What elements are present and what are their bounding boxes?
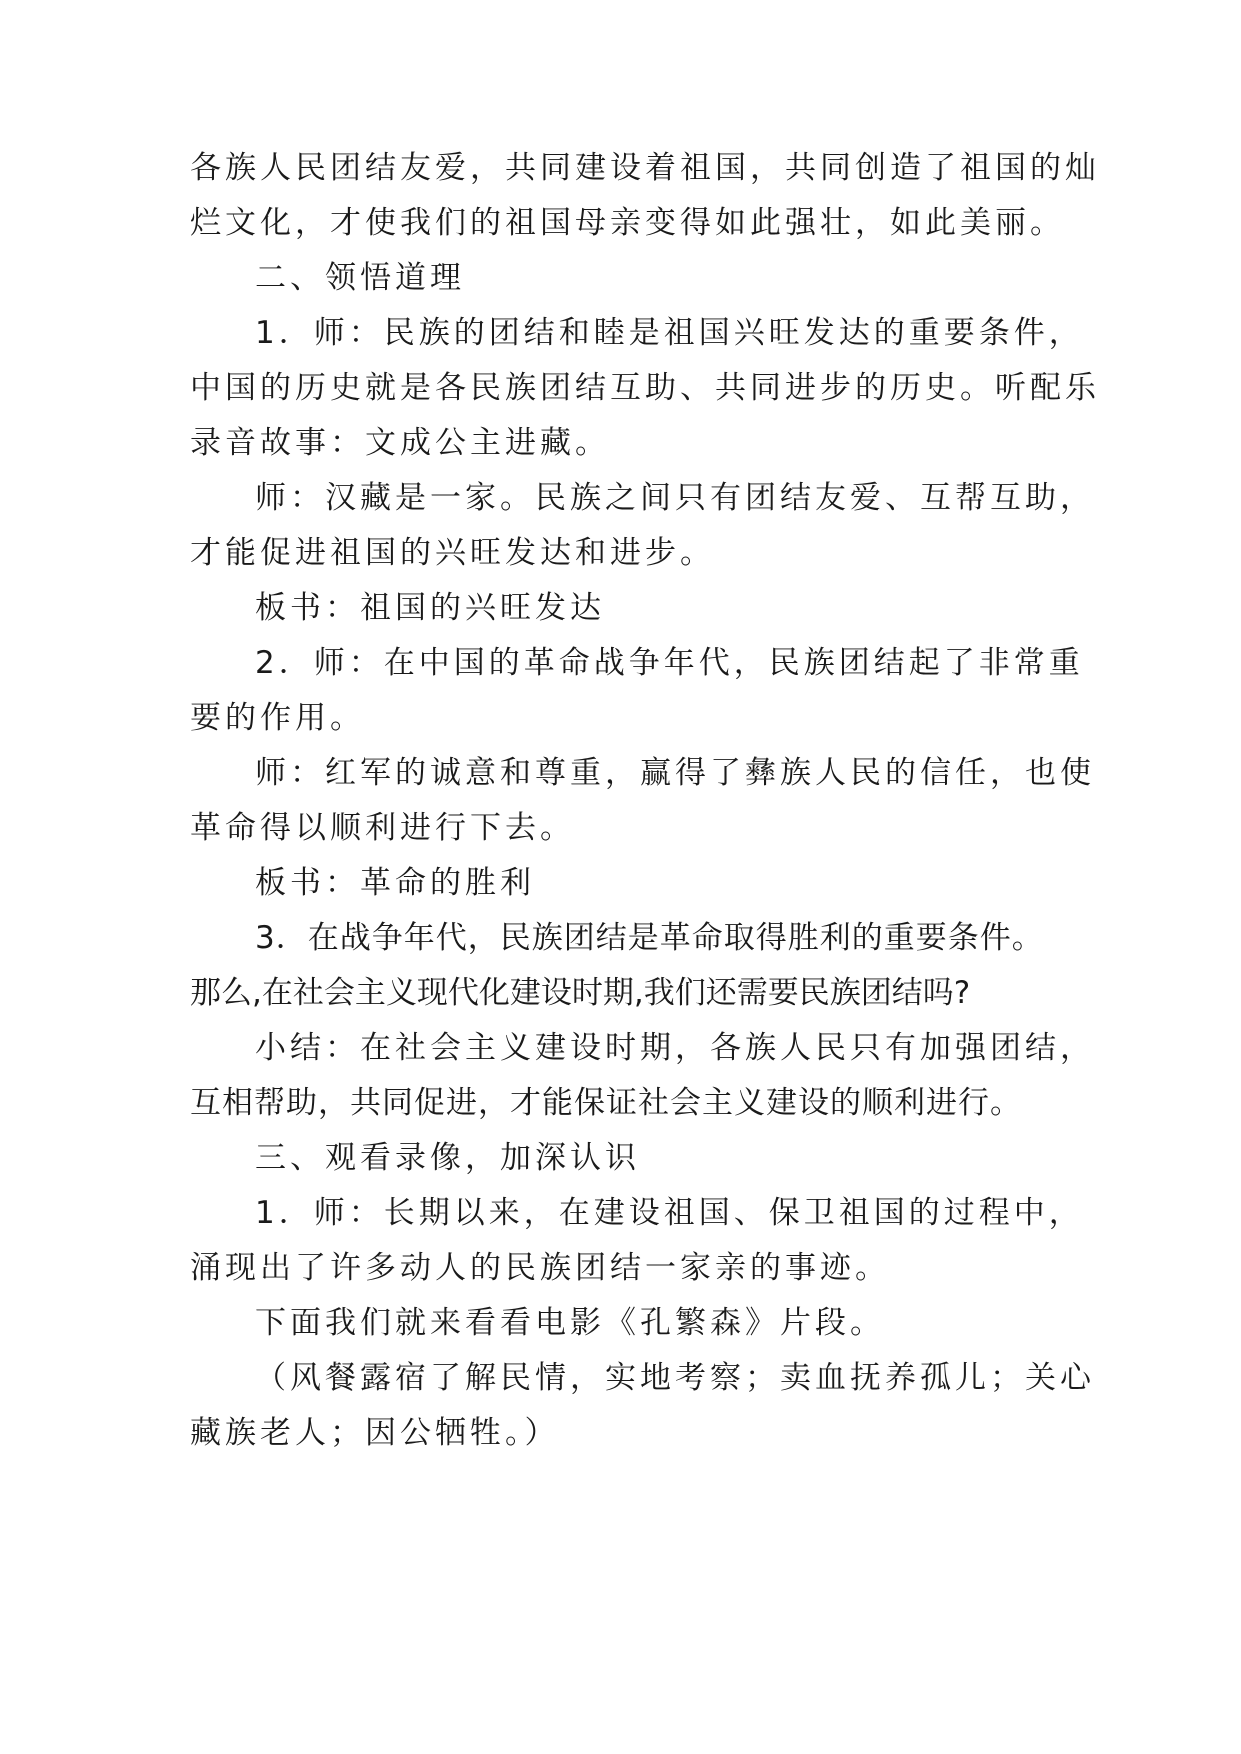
paragraph-line: 才能促进祖国的兴旺发达和进步。 xyxy=(190,535,715,571)
paragraph-line: 烂文化，才使我们的祖国母亲变得如此强壮，如此美丽。 xyxy=(190,205,1065,241)
paragraph-line: 那么,在社会主义现代化建设时期,我们还需要民族团结吗? xyxy=(190,975,971,1011)
paragraph-line: 藏族老人；因公牺牲。） xyxy=(190,1415,560,1451)
paragraph-line: 各族人民团结友爱，共同建设着祖国，共同创造了祖国的灿 xyxy=(190,150,1100,186)
section-heading: 二、领悟道理 xyxy=(255,260,465,296)
paragraph-line: 下面我们就来看看电影《孔繁森》片段。 xyxy=(255,1305,885,1341)
paragraph-line: 要的作用。 xyxy=(190,700,365,736)
paragraph-line: 师：红军的诚意和尊重，赢得了彝族人民的信任，也使 xyxy=(255,755,1095,791)
paragraph-line: 革命得以顺利进行下去。 xyxy=(190,810,575,846)
paragraph-line: （风餐露宿了解民情，实地考察；卖血抚养孤儿；关心 xyxy=(255,1360,1095,1396)
blackboard-note: 板书：祖国的兴旺发达 xyxy=(255,590,605,626)
paragraph-line: 1．师：民族的团结和睦是祖国兴旺发达的重要条件， xyxy=(255,315,1084,351)
section-heading: 三、观看录像，加深认识 xyxy=(255,1140,640,1176)
paragraph-line: 1．师：长期以来，在建设祖国、保卫祖国的过程中， xyxy=(255,1195,1084,1231)
paragraph-line: 互相帮助，共同促进，才能保证社会主义建设的顺利进行。 xyxy=(190,1085,1022,1121)
paragraph-line: 2．师：在中国的革命战争年代，民族团结起了非常重 xyxy=(255,645,1084,681)
blackboard-note: 板书：革命的胜利 xyxy=(255,865,535,901)
paragraph-line: 涌现出了许多动人的民族团结一家亲的事迹。 xyxy=(190,1250,890,1286)
paragraph-line: 师：汉藏是一家。民族之间只有团结友爱、互帮互助， xyxy=(255,480,1095,516)
paragraph-line: 中国的历史就是各民族团结互助、共同进步的历史。听配乐 xyxy=(190,370,1100,406)
paragraph-line: 录音故事：文成公主进藏。 xyxy=(190,425,610,461)
summary-line: 小结：在社会主义建设时期，各族人民只有加强团结， xyxy=(255,1030,1095,1066)
paragraph-line: 3．在战争年代，民族团结是革命取得胜利的重要条件。 xyxy=(255,920,1044,956)
